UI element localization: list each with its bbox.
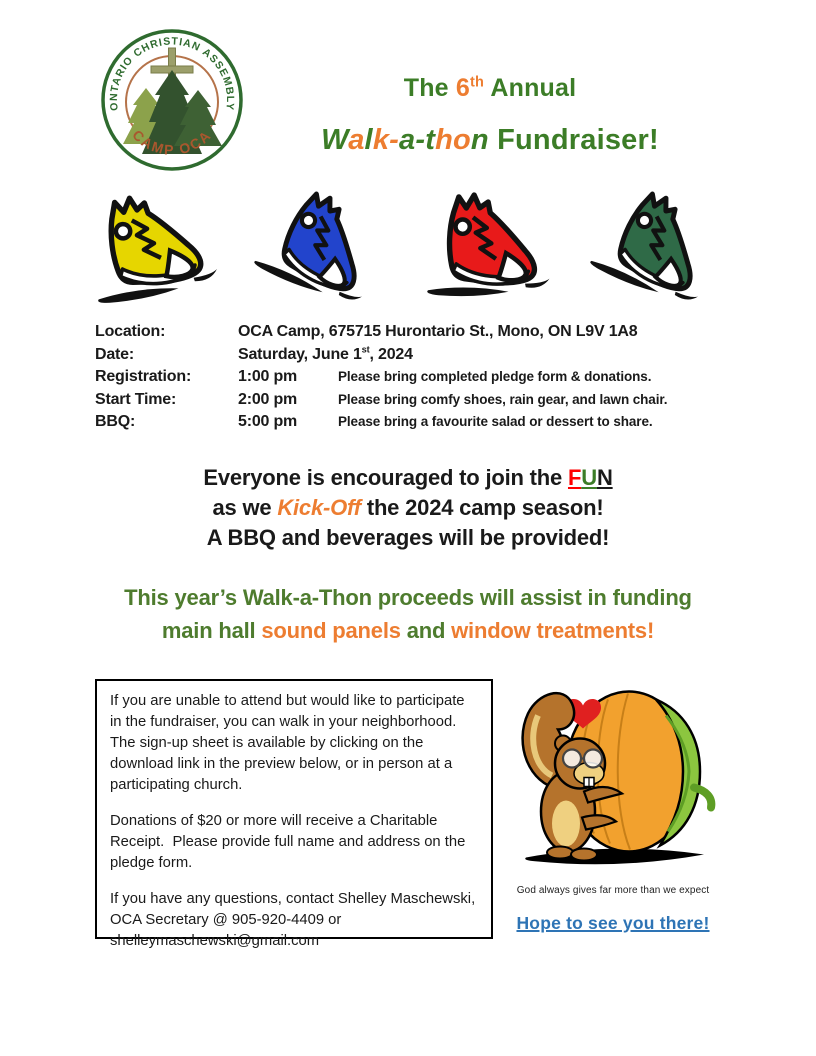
schedule-row-start-time xyxy=(95,391,735,414)
schedule-label: Location: xyxy=(95,323,166,340)
schedule-value: 2:00 pm xyxy=(238,390,298,408)
participation-info-box xyxy=(95,679,493,949)
proceeds-statement xyxy=(58,581,758,647)
green-sneaker-icon xyxy=(574,167,748,327)
title-line-annual: The 6th Annual xyxy=(403,74,577,102)
schedule-row-date xyxy=(95,346,735,369)
fun-announcement xyxy=(58,463,758,553)
schedule-note: Please bring completed pledge form & donations. xyxy=(338,369,652,384)
red-sneaker-icon xyxy=(411,183,569,309)
schedule-row-registration xyxy=(95,368,735,391)
schedule-label: Registration: xyxy=(95,368,192,385)
logo-bottom-text: CAMP OCA xyxy=(129,126,215,158)
schedule-value: 1:00 pm xyxy=(238,368,298,385)
schedule-row-bbq xyxy=(95,413,735,436)
announcement-line-1: Everyone is encouraged to join the FUN xyxy=(203,465,613,490)
schedule-value: Saturday, June 1st, 2024 xyxy=(238,344,413,363)
info-paragraph-remote-participation: If you are unable to attend but would like to participate in the fundraiser, you can walk in your neighborhood. The sign-up sheet is available by clicking on the download link in the preview below, or in person at a participating church. xyxy=(110,693,469,793)
announcement-line-2: as we Kick-Off the 2024 camp season! xyxy=(212,495,604,520)
flyer-title xyxy=(255,74,725,157)
camp-oca-logo-icon xyxy=(99,26,245,174)
proceeds-line-1: This year’s Walk-a-Thon proceeds will assist in funding xyxy=(124,585,692,610)
hope-to-see-you-link[interactable]: Hope to see you there! xyxy=(516,913,710,933)
schedule-value: OCA Camp, 675715 Hurontario St., Mono, ON L9V 1A8 xyxy=(238,323,638,340)
blue-sneaker-icon xyxy=(238,167,412,327)
proceeds-line-2: main hall sound panels and window treatments! xyxy=(161,618,655,643)
event-schedule xyxy=(95,323,735,436)
squirrel-acorn-block xyxy=(505,668,721,896)
info-paragraph-contact: If you have any questions, contact Shelley Maschewski, OCA Secretary @ 905-920-4409 or shelleymaschewski@gmail.com xyxy=(110,891,480,949)
sneakers-row xyxy=(78,183,734,305)
title-line-walkathon: Walk-a-thon Fundraiser! xyxy=(321,124,659,156)
closing-line xyxy=(505,913,721,934)
yellow-sneaker-icon xyxy=(72,179,236,312)
info-paragraph-donations: Donations of $20 or more will receive a Charitable Receipt. Please provide full name and address on the pledge form. xyxy=(110,813,470,871)
schedule-label: Date: xyxy=(95,345,135,363)
schedule-value: 5:00 pm xyxy=(238,413,298,430)
schedule-label: Start Time: xyxy=(95,390,177,408)
camp-oca-logo xyxy=(99,26,245,174)
schedule-note: Please bring a favourite salad or dessert to share. xyxy=(338,414,653,429)
announcement-line-3: A BBQ and beverages will be provided! xyxy=(206,525,610,550)
schedule-note: Please bring comfy shoes, rain gear, and lawn chair. xyxy=(338,391,668,407)
logo-top-text: ONTARIO CHRISTIAN ASSEMBLY xyxy=(107,35,237,112)
schedule-label: BBQ: xyxy=(95,413,136,430)
schedule-row-location xyxy=(95,323,735,346)
squirrel-caption: God always gives far more than we expect xyxy=(516,885,710,896)
squirrel-acorn-illustration xyxy=(508,668,718,880)
